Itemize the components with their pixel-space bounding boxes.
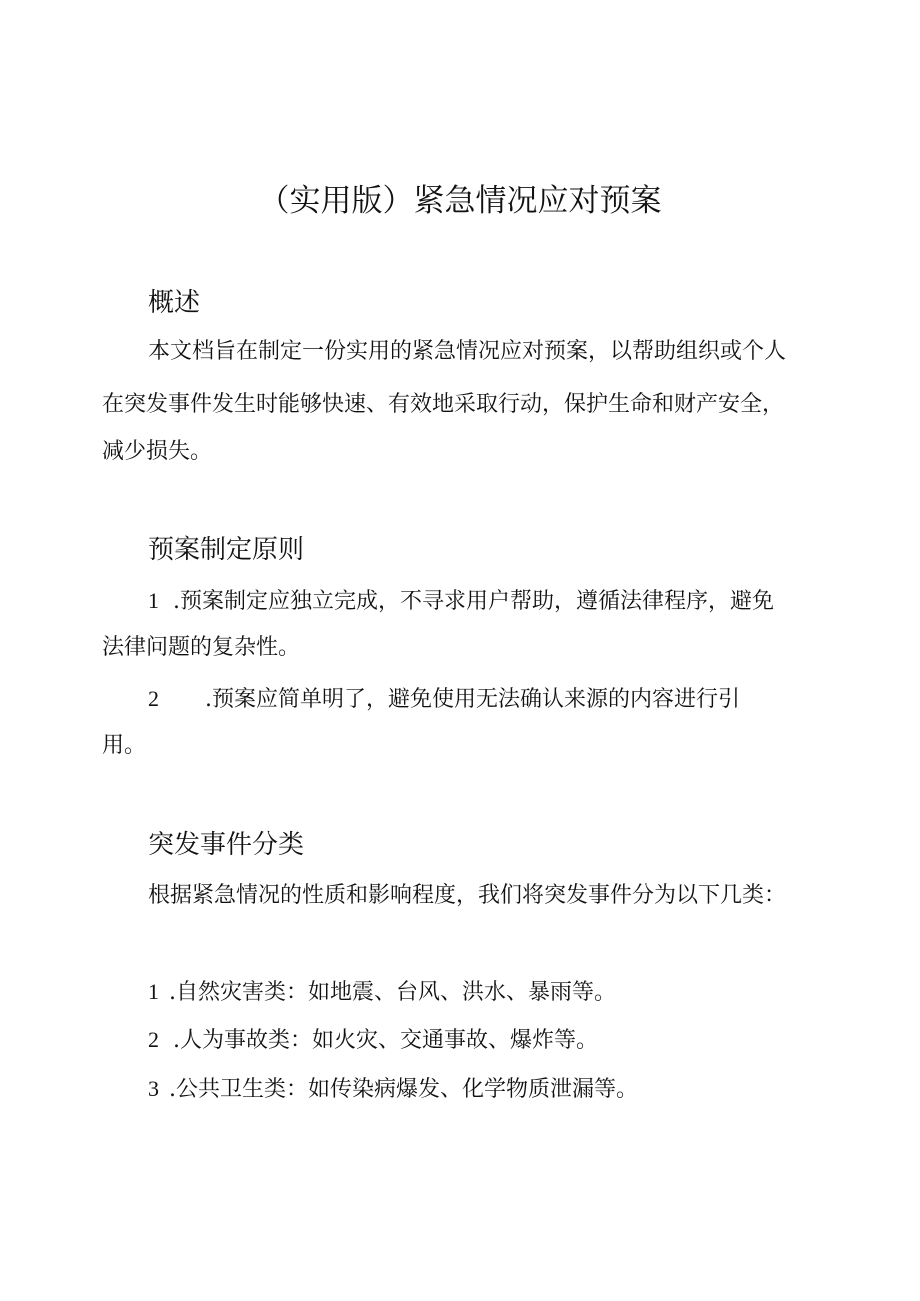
principle-item-2-text: .预案应简单明了，避免使用无法确认来源的内容进行引 [205,687,740,712]
section-heading-overview: 概述 [148,288,201,318]
classification-item-2 [148,1022,598,1059]
classification-intro: 根据紧急情况的性质和影响程度，我们将突发事件分为以下几类： [148,883,787,908]
principle-item-1-number: 1 [148,588,159,613]
classification-item-1 [148,974,616,1011]
overview-line-2: 在突发事件发生时能够快速、有效地采取行动，保护生命和财产安全， [102,392,785,417]
classification-item-3 [148,1071,638,1108]
principle-item-1-text: .预案制定应独立完成，不寻求用户帮助，遵循法律程序，避免 [173,589,774,614]
classification-item-1-text: .自然灾害类：如地震、台风、洪水、暴雨等。 [169,980,616,1005]
principle-item-2-line-1 [148,681,740,718]
classification-item-3-number: 3 [148,1076,159,1101]
principle-item-1-line-2: 法律问题的复杂性。 [102,635,301,660]
classification-item-2-text: .人为事故类：如火灾、交通事故、爆炸等。 [173,1028,598,1053]
section-heading-classification: 突发事件分类 [148,830,305,860]
overview-line-1: 本文档旨在制定一份实用的紧急情况应对预案，以帮助组织或个人 [148,339,787,364]
section-heading-principles: 预案制定原则 [148,535,305,565]
overview-line-3: 减少损失。 [102,439,213,464]
classification-item-2-number: 2 [148,1027,159,1052]
principle-item-2-number: 2 [148,686,159,711]
document-title: （实用版）紧急情况应对预案 [258,183,662,219]
principle-item-2-line-2: 用。 [102,733,147,758]
classification-item-1-number: 1 [148,979,159,1004]
classification-item-3-text: .公共卫生类：如传染病爆发、化学物质泄漏等。 [169,1077,638,1102]
principle-item-1-line-1 [148,583,774,620]
